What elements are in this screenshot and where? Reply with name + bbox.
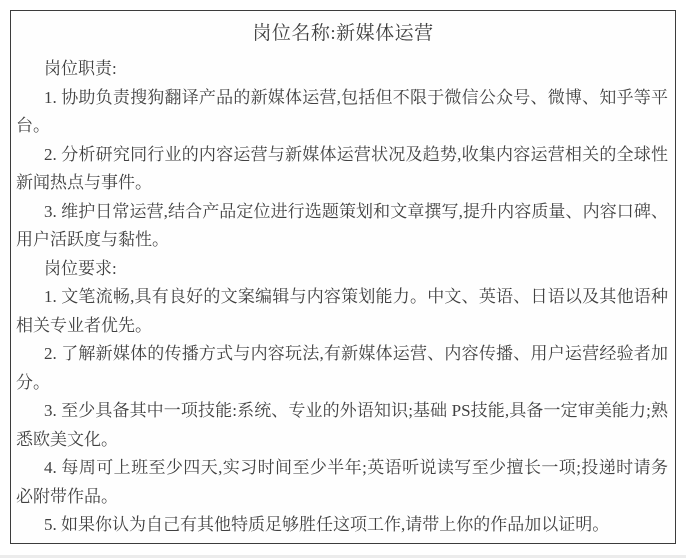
responsibility-item-1: 1. 协助负责搜狗翻译产品的新媒体运营,包括但不限于微信公众号、微博、知乎等平台。: [16, 87, 668, 135]
requirement-item-3: 3. 至少具备其中一项技能:系统、专业的外语知识;基础 PS技能,具备一定审美能力;熟悉欧美文化。: [16, 401, 668, 449]
document-body: [11, 55, 675, 540]
requirement-item-4: 4. 每周可上班至少四天,实习时间至少半年;英语听说读写至少擅长一项;投递时请务必附带作品。: [16, 458, 668, 506]
requirement-item-5: 5. 如果你认为自己有其他特质足够胜任这项工作,请带上你的作品加以证明。: [44, 515, 610, 534]
section-heading-requirements: 岗位要求:: [44, 258, 117, 278]
document-border-frame: [10, 10, 676, 544]
page-title: 岗位名称:新媒体运营: [252, 23, 434, 44]
requirement-item-1: 1. 文笔流畅,具有良好的文案编辑与内容策划能力。中文、英语、日语以及其他语种相关专业者优先。: [16, 287, 668, 335]
responsibility-item-2: 2. 分析研究同行业的内容运营与新媒体运营状况及趋势,收集内容运营相关的全球性新闻热点与事件。: [16, 144, 668, 192]
requirement-item-2: 2. 了解新媒体的传播方式与内容玩法,有新媒体运营、内容传播、用户运营经验者加分。: [16, 344, 668, 392]
section-heading-responsibilities: 岗位职责:: [44, 59, 117, 78]
responsibility-item-3: 3. 维护日常运营,结合产品定位进行选题策划和文章撰写,提升内容质量、内容口碑、用户活跃度与黏性。: [16, 201, 668, 249]
